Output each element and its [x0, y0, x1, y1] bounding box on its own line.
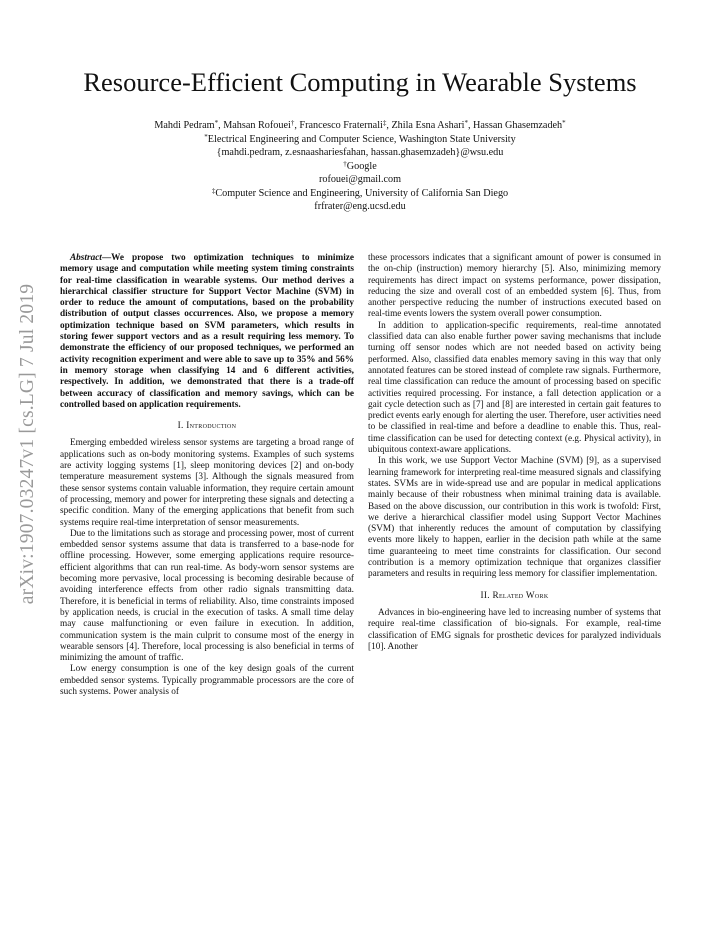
- author-mark: *: [214, 119, 219, 127]
- section-heading-related-work: II. Related Work: [480, 590, 549, 601]
- author-name: Francesco Fraternali: [299, 120, 383, 131]
- section-heading-introduction: I. Introduction: [177, 421, 237, 432]
- paragraph: Advances in bio-engineering have led to increasing number of systems that require real-time classification of bio-signals. For example, real-time classification of EMG signals for prosthetic devices for paralyzed individuals [10]. Another: [368, 607, 661, 652]
- paragraph: Low energy consumption is one of the key design goals of the current embedded sensor systems. Typically programmable processors are the core of such systems. Power analysis of: [60, 664, 354, 697]
- author-name: Mahsan Rofouei: [223, 120, 291, 131]
- affiliation-wsu: *Electrical Engineering and Computer Science, Washington State University: [204, 132, 516, 145]
- email-wsu: {mahdi.pedram, z.esnaashariesfahan, hassan.ghasemzadeh}@wsu.edu: [216, 147, 504, 158]
- abstract-label: Abstract: [70, 253, 102, 263]
- paper-title: Resource-Efficient Computing in Wearable Systems: [83, 67, 637, 97]
- author-name: Mahdi Pedram: [154, 120, 215, 131]
- author-mark: ‡: [382, 119, 387, 127]
- arxiv-identifier-text: arXiv:1907.03247v1 [cs.LG] 7 Jul 2019: [17, 283, 38, 605]
- arxiv-identifier: [8, 254, 48, 634]
- email-google: rofouei@gmail.com: [318, 174, 402, 185]
- author-block: [0, 119, 720, 214]
- left-column: [60, 253, 354, 698]
- author-name: Zhila Esna Ashari: [391, 120, 465, 131]
- author-mark: †: [290, 119, 295, 127]
- abstract: [60, 253, 354, 411]
- affiliation-ucsd: ‡Computer Science and Engineering, University of California San Diego: [211, 186, 509, 199]
- paragraph: Due to the limitations such as storage and processing power, most of current embedded sensor systems assume that data is transferred to a base-node for offline processing. However, some emerging applications require resource-efficient algorithms that can run real-time. As body-worn sensor systems are becoming more pervasive, local processing is becoming desirable because of avoiding interference effects from other radio signals transmitting data. Therefore, it is beneficial in terms of reliability. Also, time constraints imposed by application needs, is crucial in the execution of tasks. A small time delay may cause malfunctioning or even failure in execution. In addition, communication system is the main culprit to consume most of the energy in wearable sensors [4]. Therefore, local processing is also beneficial in terms of minimizing the amount of traffic.: [60, 528, 354, 664]
- author-mark: *: [562, 119, 566, 127]
- affiliation-google: †Google: [343, 159, 377, 172]
- paragraph: In addition to application-specific requirements, real-time annotated classified data can also enable further power saving mechanisms that include turning off sensor nodes which are not needed based on activity being performed. Also, classified data enables memory saving in this way that only annotated features can be stored instead of complete raw signals. Furthermore, real time classification can reduce the amount of processing based on specific activities required processing. For instance, a fall detection application or a gait cycle detection such as [7] and [8] are interested in certain gait features to predict events early enough for alerting the user. Therefore, user activities need to be classified in real-time and before a deadline to enable this. Thus, real-time classification can be used for detecting context (e.g. Physical activity), in ubiquitous context-aware applications.: [368, 320, 661, 456]
- author-name: Hassan Ghasemzadeh: [473, 120, 563, 131]
- author-list: Mahdi Pedram*, Mahsan Rofouei†, Francesco Fraternali‡, Zhila Esna Ashari*, Hassan Ghasemzadeh*: [154, 119, 566, 131]
- abstract-text: —We propose two optimization techniques to minimize memory usage and computation while meeting system timing constraints for real-time classification in wearable systems. Our method derives a hierarchical classifier structure for Support Vector Machine (SVM) in order to reduce the amount of computations, based on the probability distribution of output classes occurrences. Also, we propose a memory optimization technique based on SVM parameters, which results in storing fewer support vectors and as a result requiring less memory. To demonstrate the efficiency of our proposed techniques, we performed an activity recognition experiment and were able to save up to 35% and 56% in memory storage when classifying 14 and 6 different activities, respectively. In addition, we demonstrated that there is a trade-off between accuracy of classification and memory savings, which can be controlled based on application requirements.: [60, 253, 354, 410]
- email-ucsd: frfrater@eng.ucsd.edu: [314, 201, 406, 212]
- paragraph: Emerging embedded wireless sensor systems are targeting a broad range of applications such as on-body monitoring systems. Examples of such systems are activity logging systems [1], sleep monitoring devices [2] and on-body temperature measurement systems [3]. Although the signals measured from these sensor systems contain valuable information, they require certain amount of processing, memory and power for interpreting these signals and detecting a specific condition. Many of the emerging applications that benefit from such systems require real-time interpretation of sensor measurements.: [60, 438, 354, 528]
- author-mark: *: [464, 119, 468, 127]
- paragraph: these processors indicates that a significant amount of power is consumed in the on-chip (instruction) memory hierarchy [5]. Also, minimizing memory requirements has direct impact on systems performance, power dissipation, reducing the size and overall cost of an embedded system [6]. Thus, from another perspective reducing the number of instructions executed based on real-time events lowers the system overall power consumption.: [368, 253, 661, 320]
- paragraph: In this work, we use Support Vector Machine (SVM) [9], as a supervised learning framework for interpreting real-time measured signals and classifying states. SVMs are in wide-spread use and are popular in medical applications mainly because of their robustness when minimal training data is available. Based on the above discussion, our contribution in this work is twofold: First, we derive a hierarchical classifier model using Support Vector Machines (SVM) that inherently reduces the amount of computation by classifying events more likely to happen, earlier in the decision path while at the same time guaranteeing to meet time constraints for classification. Our second contribution is a memory optimization technique that organizes classifier parameters and results in requiring less memory for classifier implementation.: [368, 456, 661, 580]
- right-column: [368, 253, 661, 653]
